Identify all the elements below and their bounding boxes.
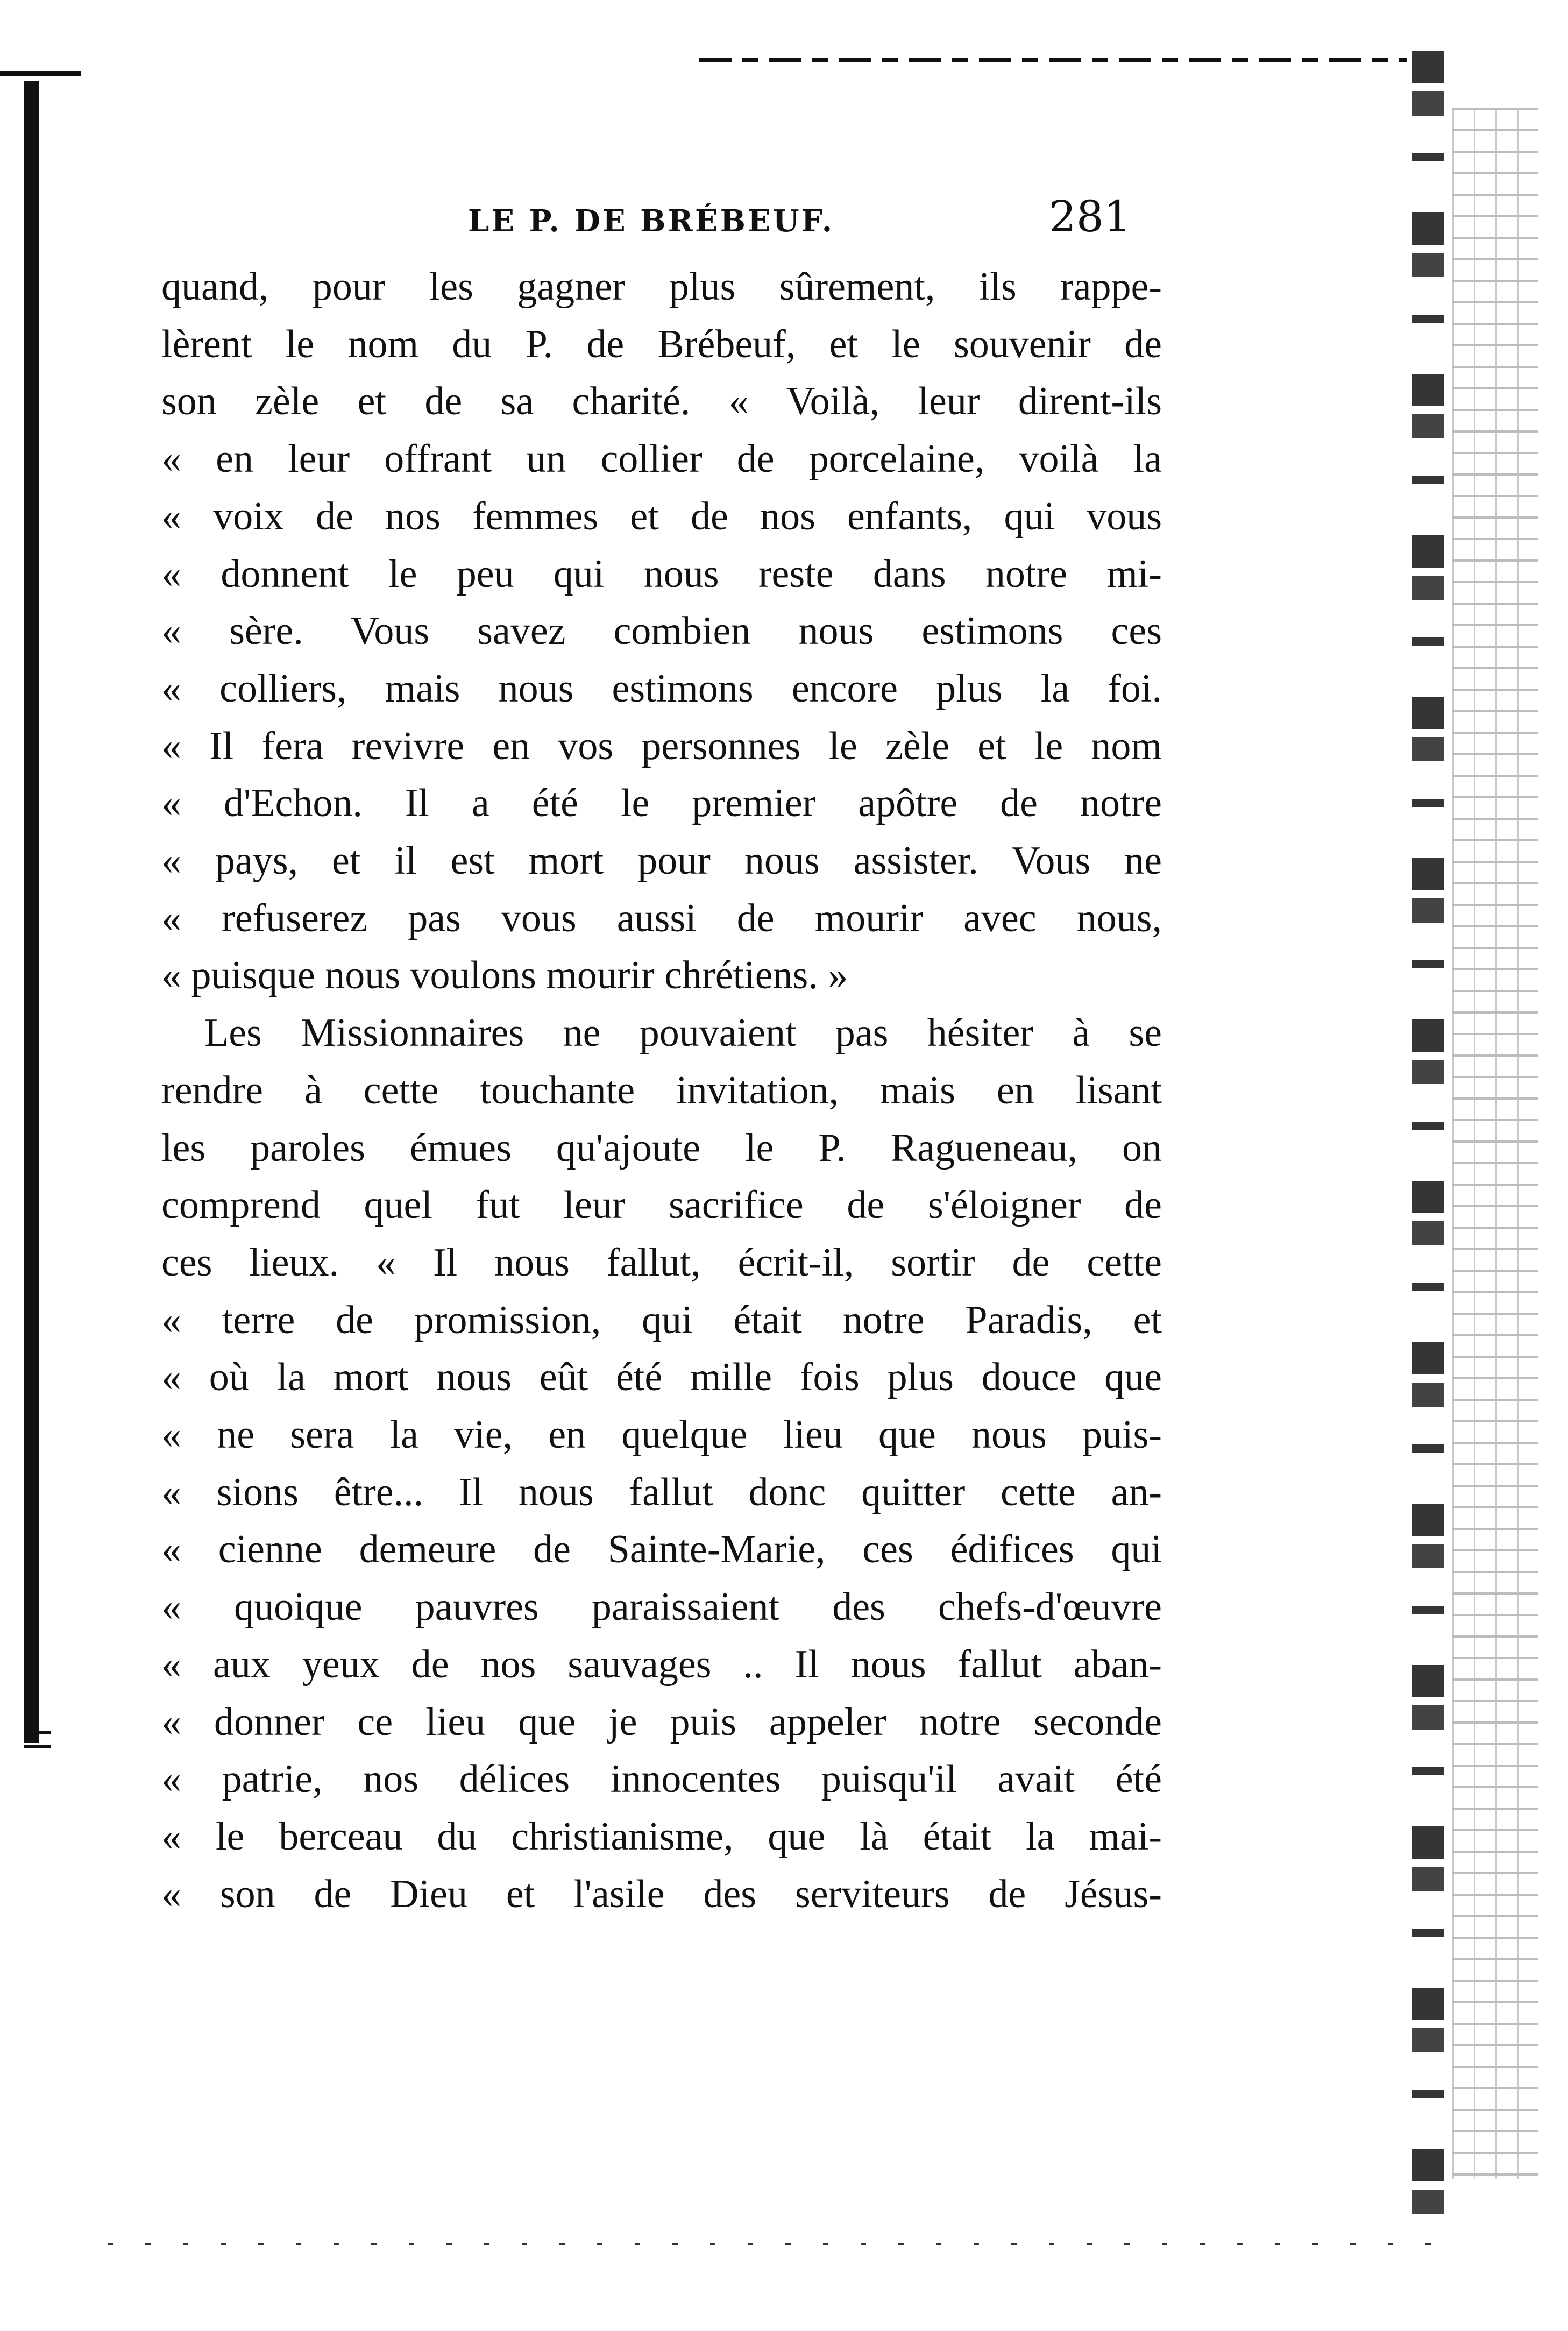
text-line: « donner ce lieu que je puis appeler notre seconde (161, 1699, 1162, 1744)
scan-edge-right-noise (1452, 108, 1538, 2179)
text-line: Les Missionnaires ne pouvaient pas hésiter à se (204, 1011, 1162, 1055)
text-line: « terre de promission, qui était notre Paradis, et (161, 1298, 1162, 1342)
text-line: « d'Echon. Il a été le premier apôtre de notre (161, 781, 1162, 826)
text-line: « aux yeux de nos sauvages .. Il nous fallut aban- (161, 1642, 1162, 1687)
text-line: son zèle et de sa charité. « Voilà, leur dirent-ils (161, 379, 1162, 424)
text-line: « patrie, nos délices innocentes puisqu'il avait été (161, 1757, 1162, 1802)
text-line: « puisque nous voulons mourir chrétiens. » (161, 953, 848, 998)
text-line: « le berceau du christianisme, que là était la mai- (161, 1814, 1162, 1859)
text-line: « voix de nos femmes et de nos enfants, qui vous (161, 494, 1162, 539)
text-line: « en leur offrant un collier de porcelaine, voilà la (161, 437, 1162, 481)
body-text (161, 258, 1162, 1923)
page-number: 281 (1049, 192, 1131, 242)
running-title: LE P. DE BRÉBEUF. (468, 203, 835, 239)
text-line: « refuserez pas vous aussi de mourir avec nous, (161, 896, 1162, 940)
text-line: « pays, et il est mort pour nous assister. Vous ne (161, 839, 1162, 883)
text-line: « son de Dieu et l'asile des serviteurs de Jésus- (161, 1872, 1162, 1916)
text-line: comprend quel fut leur sacrifice de s'éloigner de (161, 1183, 1162, 1228)
scan-edge-bottom (108, 2243, 1452, 2245)
scan-edge-top (699, 58, 1407, 62)
text-line: rendre à cette touchante invitation, mais en lisant (161, 1068, 1162, 1113)
text-line: « sère. Vous savez combien nous estimons ces (161, 609, 1162, 654)
scan-edge-right (1412, 51, 1444, 2235)
text-line: « sions être... Il nous fallut donc quitter cette an- (161, 1470, 1162, 1514)
text-line: « cienne demeure de Sainte-Marie, ces édifices qui (161, 1527, 1162, 1572)
text-line: « donnent le peu qui nous reste dans notre mi- (161, 551, 1162, 596)
text-line: ces lieux. « Il nous fallut, écrit-il, sortir de cette (161, 1240, 1162, 1285)
binding-rule (24, 81, 39, 1743)
binding-mark (24, 1745, 51, 1748)
text-line: les paroles émues qu'ajoute le P. Ragueneau, on (161, 1125, 1162, 1170)
text-line: « où la mort nous eût été mille fois plus douce que (161, 1355, 1162, 1400)
text-line: lèrent le nom du P. de Brébeuf, et le souvenir de (161, 322, 1162, 366)
binding-cap-rule (0, 71, 81, 76)
text-line: « ne sera la vie, en quelque lieu que nous puis- (161, 1413, 1162, 1457)
text-line: quand, pour les gagner plus sûrement, ils rappe- (161, 265, 1162, 309)
text-line: « quoique pauvres paraissaient des chefs-d'œuvre (161, 1585, 1162, 1629)
text-line: « Il fera revivre en vos personnes le zèle et le nom (161, 724, 1162, 768)
binding-mark (24, 1731, 51, 1734)
text-line: « colliers, mais nous estimons encore plus la foi. (161, 666, 1162, 711)
